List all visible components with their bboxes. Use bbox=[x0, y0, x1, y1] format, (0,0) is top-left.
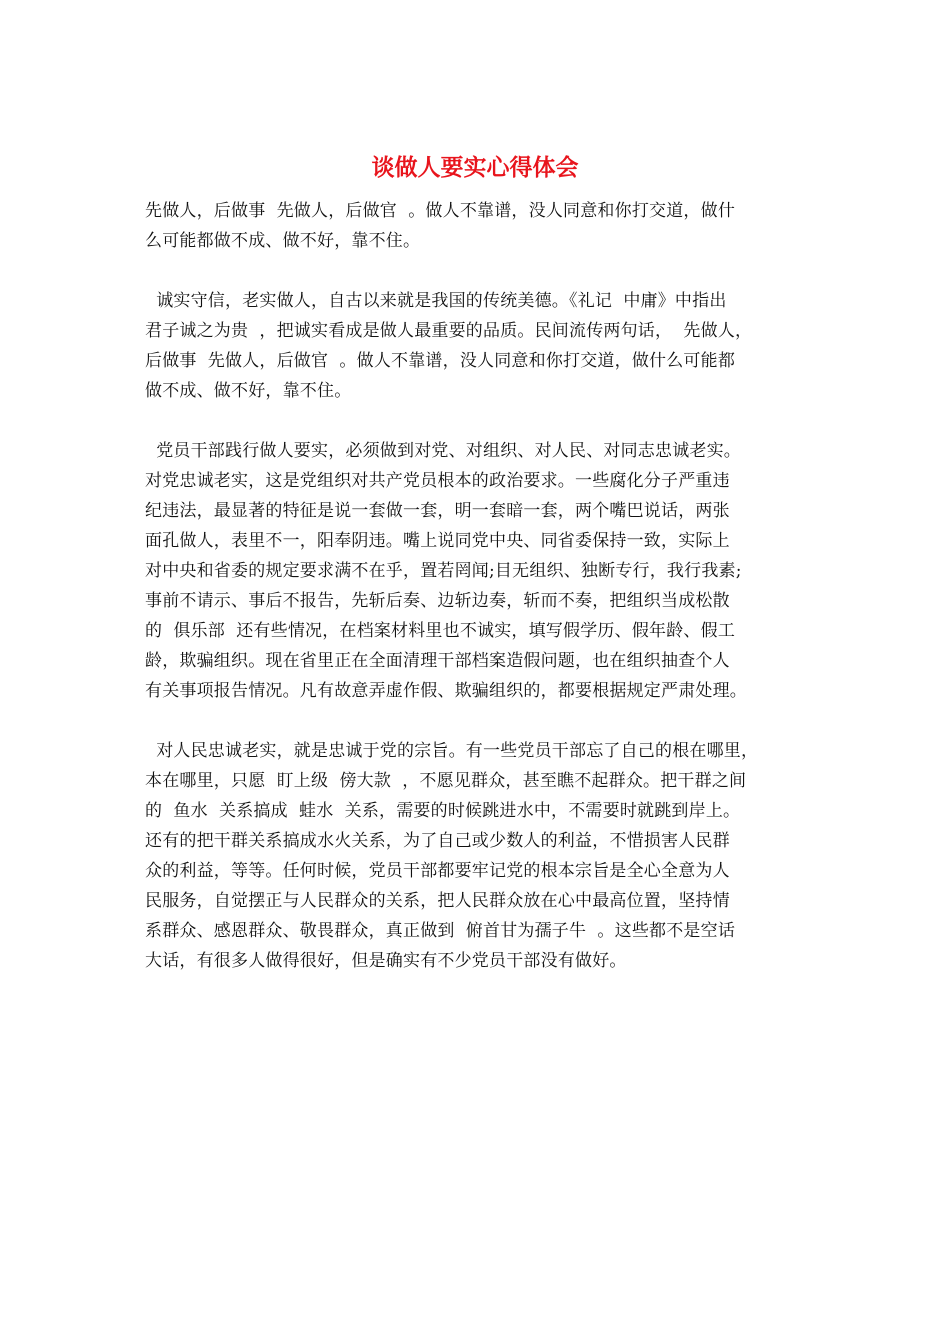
text-line: 的 鱼水 关系搞成 蛙水 关系，需要的时候跳进水中，不需要时就跳到岸上。 bbox=[145, 801, 741, 821]
text-line: 对党忠诚老实，这是党组织对共产党员根本的政治要求。一些腐化分子严重违 bbox=[145, 471, 730, 491]
text-line: 君子诚之为贵 ，把诚实看成是做人最重要的品质。民间流传两句话， 先做人， bbox=[145, 321, 753, 341]
text-line: 诚实守信，老实做人，自古以来就是我国的传统美德。《礼记 中庸》中指出 bbox=[145, 291, 727, 311]
document-title: 谈做人要实心得体会 bbox=[371, 154, 579, 181]
paragraph-1 bbox=[145, 196, 815, 256]
text-line: 么可能都做不成、做不好，靠不住。 bbox=[145, 231, 421, 251]
text-line: 先做人，后做事 先做人，后做官 。做人不靠谱，没人同意和你打交道，做什 bbox=[145, 201, 736, 221]
paragraph-gap bbox=[145, 256, 815, 286]
text-line: 的 俱乐部 还有些情况，在档案材料里也不诚实，填写假学历、假年龄、假工 bbox=[145, 621, 736, 641]
text-line: 众的利益，等等。任何时候，党员干部都要牢记党的根本宗旨是全心全意为人 bbox=[145, 861, 730, 881]
text-line: 面孔做人，表里不一，阳奉阴违。嘴上说同党中央、同省委保持一致，实际上 bbox=[145, 531, 730, 551]
paragraph-gap bbox=[145, 706, 815, 736]
text-line: 事前不请示、事后不报告，先斩后奏、边斩边奏，斩而不奏，把组织当成松散 bbox=[145, 591, 730, 611]
text-line: 民服务，自觉摆正与人民群众的关系，把人民群众放在心中最高位置，坚持情 bbox=[145, 891, 730, 911]
text-line: 有关事项报告情况。凡有故意弄虚作假、欺骗组织的，都要根据规定严肃处理。 bbox=[145, 681, 747, 701]
text-line: 党员干部践行做人要实，必须做到对党、对组织、对人民、对同志忠诚老实。 bbox=[145, 441, 742, 461]
text-line: 后做事 先做人，后做官 。做人不靠谱，没人同意和你打交道，做什么可能都 bbox=[145, 351, 736, 371]
paragraph-3 bbox=[145, 436, 815, 706]
text-line: 龄，欺骗组织。现在省里正在全面清理干部档案造假问题，也在组织抽查个人 bbox=[145, 651, 730, 671]
text-line: 系群众、感恩群众、敬畏群众，真正做到 俯首甘为孺子牛 。这些都不是空话 bbox=[145, 921, 736, 941]
text-line: 对中央和省委的规定要求满不在乎，置若罔闻;目无组织、独断专行，我行我素; bbox=[145, 561, 742, 581]
paragraph-4 bbox=[145, 736, 815, 976]
text-line: 大话，有很多人做得很好，但是确实有不少党员干部没有做好。 bbox=[145, 951, 627, 971]
paragraph-gap bbox=[145, 406, 815, 436]
document-body bbox=[145, 196, 815, 976]
text-line: 做不成、做不好，靠不住。 bbox=[145, 381, 352, 401]
paragraph-2 bbox=[145, 286, 815, 406]
text-line: 对人民忠诚老实，就是忠诚于党的宗旨。有一些党员干部忘了自己的根在哪里， bbox=[145, 741, 759, 761]
text-line: 还有的把干群关系搞成水火关系，为了自己或少数人的利益，不惜损害人民群 bbox=[145, 831, 730, 851]
text-line: 纪违法，最显著的特征是说一套做一套，明一套暗一套，两个嘴巴说话，两张 bbox=[145, 501, 730, 521]
text-line: 本在哪里，只愿 盯上级 傍大款 ，不愿见群众，甚至瞧不起群众。把干群之间 bbox=[145, 771, 747, 791]
